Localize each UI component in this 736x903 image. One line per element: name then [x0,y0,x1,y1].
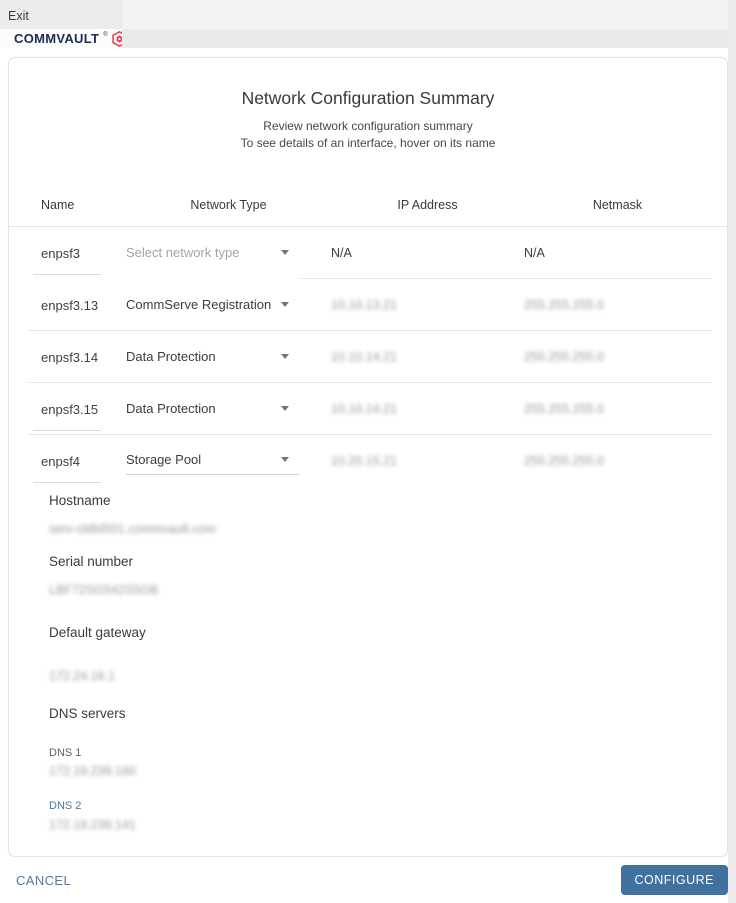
network-type-value: CommServe Registration [126,296,272,312]
brand-bar-spacer [122,29,736,48]
chevron-down-icon [281,457,289,462]
column-header-network-type: Network Type [190,198,267,212]
ip-address-value: 10.10.14.21 [331,402,398,416]
hostname-value: serv-cb8d501.commvault.com [49,522,216,536]
commvault-logo [14,31,127,47]
dns-servers-label: DNS servers [49,706,126,721]
column-header-name: Name [41,198,75,212]
network-type-value: Select network type [126,244,240,260]
column-header-netmask: Netmask [592,198,643,212]
default-gateway-label: Default gateway [49,625,146,640]
ip-address-value: 10.20.15.21 [331,454,398,468]
configure-button[interactable]: CONFIGURE [621,865,729,895]
ip-address-value: 10.10.14.21 [331,350,398,364]
top-bar-spacer [122,0,736,29]
netmask-value: 255.255.255.0 [524,402,604,416]
interface-name[interactable]: enpsf3.15 [41,401,99,417]
subtitle-line-2: To see details of an interface, hover on its name [240,136,496,150]
hostname-label: Hostname [49,493,111,508]
interface-name[interactable]: enpsf3.14 [41,349,99,365]
table-row [9,331,727,383]
exit-link[interactable]: Exit [8,9,29,23]
network-type-value: Data Protection [126,400,216,416]
network-type-value: Storage Pool [126,452,202,467]
dns2-value: 172.19.239.141 [49,818,136,832]
network-type-select[interactable] [126,396,299,423]
network-type-value: Data Protection [126,348,216,364]
serial-number-label: Serial number [49,554,134,569]
interface-table-body [9,227,727,487]
chevron-down-icon [281,406,289,411]
dialog-footer [0,857,736,903]
default-gateway-value: 172.24.16.1 [49,669,116,683]
netmask-value: 255.255.255.0 [524,454,604,468]
network-type-select[interactable] [126,292,299,319]
interface-name[interactable]: enpsf4 [41,453,81,469]
subtitle-line-1: Review network configuration summary [263,119,473,133]
interface-details-panel [9,493,727,832]
network-configuration-dialog [8,57,728,857]
serial-number-value: LBF72SG542S5GB [49,583,159,597]
chevron-down-icon [281,302,289,307]
commvault-logo-text: COMMVAULT [14,31,100,46]
netmask-value: 255.255.255.0 [524,298,604,312]
netmask-value: 255.255.255.0 [524,350,604,364]
network-type-select[interactable] [126,447,299,475]
brand-bar [0,29,736,48]
interface-name[interactable]: enpsf3 [41,245,81,261]
top-bar [0,0,736,29]
table-row [9,435,727,487]
dns2-label: DNS 2 [49,800,82,812]
dns1-value: 172.19.239.160 [49,764,136,778]
cancel-button[interactable]: CANCEL [16,872,72,888]
chevron-down-icon [281,250,289,255]
network-type-select[interactable] [126,344,299,371]
table-row [9,227,727,279]
column-header-ip-address: IP Address [397,198,458,212]
netmask-value: N/A [524,246,545,260]
interface-table-header [9,198,727,227]
ip-address-value: 10.10.13.21 [331,298,398,312]
table-row [9,279,727,331]
page-title: Network Configuration Summary [241,88,495,108]
network-type-select[interactable] [126,240,299,267]
table-row [9,383,727,435]
dns1-label: DNS 1 [49,747,82,759]
chevron-down-icon [281,354,289,359]
ip-address-value: N/A [331,246,352,260]
page-scrollbar-track[interactable] [728,0,736,903]
registered-trademark-symbol: ® [103,31,108,38]
interface-name[interactable]: enpsf3.13 [41,297,99,313]
